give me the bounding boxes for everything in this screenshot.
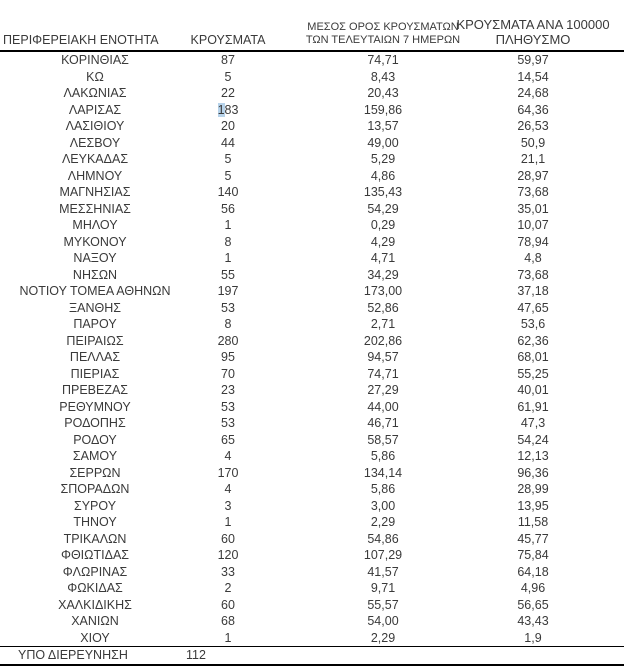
cases-cell: 56 (221, 201, 235, 216)
region-cell: ΛΑΣΙΘΙΟΥ (65, 119, 125, 134)
column-header-avg7-line2: ΤΩΝ ΤΕΛΕΥΤΑΙΩΝ 7 ΗΜΕΡΩΝ (305, 34, 461, 46)
cases-cell: 112 (186, 648, 206, 663)
region-cell: ΜΗΛΟΥ (72, 218, 118, 233)
region-cell: ΧΑΛΚΙΔΙΚΗΣ (58, 597, 132, 612)
region-cell: ΛΑΚΩΝΙΑΣ (63, 86, 127, 101)
table-row (0, 564, 624, 581)
region-cell: ΛΑΡΙΣΑΣ (68, 102, 122, 117)
cases-cell: 53 (221, 399, 235, 414)
row-filler (566, 366, 624, 383)
per100k-cell: 78,94 (517, 234, 549, 249)
row-filler (566, 399, 624, 416)
row-filler (566, 432, 624, 449)
region-cell: ΦΘΙΩΤΙΔΑΣ (60, 548, 130, 563)
region-cell: ΦΩΚΙΔΑΣ (67, 581, 123, 596)
column-header-per100k-line2: ΠΛΗΘΥΣΜΟ (495, 31, 571, 47)
avg7-cell: 2,29 (370, 630, 396, 645)
table-row (0, 366, 624, 383)
region-cell: ΜΑΓΝΗΣΙΑΣ (59, 185, 131, 200)
row-filler (566, 118, 624, 135)
avg7-cell: 5,86 (370, 482, 396, 497)
per100k-cell: 43,43 (517, 614, 549, 629)
cases-cell: 1 (224, 218, 232, 233)
cases-cell: 120 (217, 548, 239, 563)
cases-cell: 1 (224, 630, 232, 645)
column-header-per100k-line1: ΚΡΟΥΣΜΑΤΑ ΑΝΑ 100000 (456, 17, 610, 32)
per100k-cell: 28,99 (517, 482, 549, 497)
cases-cell: 22 (221, 86, 235, 101)
cases-cell: 170 (217, 465, 239, 480)
table-row (0, 481, 624, 498)
row-filler (566, 481, 624, 498)
per100k-cell: 73,68 (517, 267, 549, 282)
per100k-cell: 4,96 (520, 581, 546, 596)
per100k-cell: 45,77 (517, 531, 549, 546)
row-filler (566, 613, 624, 630)
region-cell: ΣΕΡΡΩΝ (69, 465, 121, 480)
column-header-region: ΠΕΡΙΦΕΡΕΙΑΚΗ ΕΝΟΤΗΤΑ (3, 33, 159, 47)
cases-cell: 68 (221, 614, 235, 629)
region-cell: ΚΟΡΙΝΘΙΑΣ (61, 53, 129, 68)
table-row (0, 234, 624, 251)
row-filler (566, 234, 624, 251)
avg7-cell: 44,00 (367, 399, 399, 414)
per100k-cell: 40,01 (517, 383, 549, 398)
table-row (0, 217, 624, 234)
region-cell: ΠΡΕΒΕΖΑΣ (61, 383, 129, 398)
avg7-cell: 74,71 (367, 53, 399, 68)
cases-cell: 33 (221, 564, 235, 579)
table-row (0, 514, 624, 531)
table-body (0, 52, 624, 666)
avg7-cell: 5,86 (370, 449, 396, 464)
cases-cell: 8 (224, 317, 232, 332)
per100k-cell: 4,8 (524, 251, 542, 266)
avg7-cell: 46,71 (367, 416, 399, 431)
avg7-cell: 54,86 (367, 531, 399, 546)
per100k-cell: 96,36 (517, 465, 549, 480)
table-row (0, 85, 624, 102)
per100k-cell: 75,84 (517, 548, 549, 563)
cases-cell: 197 (217, 284, 239, 299)
avg7-cell: 13,57 (367, 119, 399, 134)
row-filler (566, 217, 624, 234)
region-cell: ΡΟΔΟΥ (73, 432, 117, 447)
region-cell: ΞΑΝΘΗΣ (69, 300, 121, 315)
per100k-cell: 14,54 (517, 69, 549, 84)
per100k-cell: 26,53 (517, 119, 549, 134)
table-row (0, 448, 624, 465)
row-filler (566, 69, 624, 86)
table-row (0, 382, 624, 399)
region-cell: ΣΥΡΟΥ (73, 498, 117, 513)
per100k-cell: 56,65 (517, 597, 549, 612)
cases-cell: 65 (221, 432, 235, 447)
region-cell: ΧΑΝΙΩΝ (71, 614, 119, 629)
cases-cell: 60 (221, 597, 235, 612)
row-filler (566, 184, 624, 201)
region-cell: ΠΑΡΟΥ (73, 317, 117, 332)
cases-cell: 4 (224, 449, 232, 464)
cases-cell: 95 (221, 350, 235, 365)
table-row (0, 184, 624, 201)
avg7-cell: 2,29 (370, 515, 396, 530)
per100k-cell: 13,95 (517, 498, 549, 513)
row-filler (542, 647, 624, 664)
row-filler (566, 52, 624, 69)
avg7-cell: 9,71 (370, 581, 396, 596)
cases-cell: 8 (224, 234, 232, 249)
cases-cell: 3 (224, 498, 232, 513)
table-row (0, 316, 624, 333)
table-row (0, 250, 624, 267)
table-row (0, 399, 624, 416)
table-row (0, 531, 624, 548)
table-row (0, 333, 624, 350)
table-row (0, 283, 624, 300)
row-filler (566, 349, 624, 366)
avg7-cell: 55,57 (367, 597, 399, 612)
row-filler (566, 415, 624, 432)
table-row (0, 630, 624, 647)
table-row (0, 597, 624, 614)
cases-cell: 280 (217, 333, 239, 348)
region-cell: ΠΕΙΡΑΙΩΣ (66, 333, 124, 348)
region-cell: ΦΛΩΡΙΝΑΣ (62, 564, 128, 579)
row-filler (566, 580, 624, 597)
table-row (0, 135, 624, 152)
row-filler (566, 514, 624, 531)
table-row (0, 432, 624, 449)
avg7-cell: 74,71 (367, 366, 399, 381)
avg7-cell: 4,29 (370, 234, 396, 249)
cases-cell: 5 (224, 69, 232, 84)
avg7-cell: 134,14 (363, 465, 403, 480)
cases-cell: 23 (221, 383, 235, 398)
per100k-cell: 1,9 (524, 630, 542, 645)
per100k-cell: 64,18 (517, 564, 549, 579)
avg7-cell: 3,00 (370, 498, 396, 513)
per100k-cell: 47,65 (517, 300, 549, 315)
avg7-cell: 54,00 (367, 614, 399, 629)
per100k-cell: 53,6 (520, 317, 546, 332)
avg7-cell: 8,43 (370, 69, 396, 84)
cases-cell: 5 (224, 168, 232, 183)
row-filler (566, 448, 624, 465)
cases-cell: 5 (224, 152, 232, 167)
per100k-cell: 54,24 (517, 432, 549, 447)
table-row (0, 118, 624, 135)
avg7-cell: 173,00 (363, 284, 403, 299)
per100k-cell: 12,13 (517, 449, 549, 464)
per100k-cell: 61,91 (517, 399, 549, 414)
per100k-cell: 50,9 (520, 135, 546, 150)
avg7-cell: 5,29 (370, 152, 396, 167)
per100k-cell: 64,36 (517, 102, 549, 117)
row-filler (566, 300, 624, 317)
row-filler (566, 283, 624, 300)
row-filler (566, 465, 624, 482)
avg7-cell: 2,71 (370, 317, 396, 332)
per100k-cell: 73,68 (517, 185, 549, 200)
per100k-cell: 35,01 (517, 201, 549, 216)
avg7-cell: 27,29 (367, 383, 399, 398)
column-header-per100k (456, 17, 610, 50)
per100k-cell: 55,25 (517, 366, 549, 381)
avg7-cell: 49,00 (367, 135, 399, 150)
row-filler (566, 267, 624, 284)
row-filler (566, 382, 624, 399)
cases-cell: 44 (221, 135, 235, 150)
region-cell: ΥΠΟ ΔΙΕΡΕΥΝΗΣΗ (18, 648, 128, 663)
table-row (0, 580, 624, 597)
row-filler (566, 168, 624, 185)
per100k-cell: 10,07 (517, 218, 549, 233)
row-filler (566, 630, 624, 647)
row-filler (566, 85, 624, 102)
table-row (0, 69, 624, 86)
region-cell: ΜΕΣΣΗΝΙΑΣ (59, 201, 131, 216)
avg7-cell: 94,57 (367, 350, 399, 365)
avg7-cell: 4,86 (370, 168, 396, 183)
row-filler (566, 151, 624, 168)
cases-cell: 20 (221, 119, 235, 134)
avg7-cell: 58,57 (367, 432, 399, 447)
row-filler (566, 316, 624, 333)
region-cell: ΣΑΜΟΥ (72, 449, 118, 464)
row-filler (566, 333, 624, 350)
cases-cell: 1 (224, 251, 232, 266)
region-cell: ΠΙΕΡΙΑΣ (70, 366, 120, 381)
table-header-row (0, 13, 624, 52)
row-filler (566, 102, 624, 119)
selected-text: 1 (217, 102, 225, 117)
cases-cell: 55 (221, 267, 235, 282)
table-row (0, 547, 624, 564)
table-row (0, 52, 624, 69)
avg7-cell: 20,43 (367, 86, 399, 101)
per100k-cell: 28,97 (517, 168, 549, 183)
table-row (0, 498, 624, 515)
region-cell: ΠΕΛΛΑΣ (69, 350, 121, 365)
table-row (0, 349, 624, 366)
table-row (0, 415, 624, 432)
table-row (0, 465, 624, 482)
cases-cell: 60 (221, 531, 235, 546)
per100k-cell: 37,18 (517, 284, 549, 299)
per100k-cell: 47,3 (520, 416, 546, 431)
avg7-cell: 202,86 (363, 333, 403, 348)
cases-cell: 1 (224, 515, 232, 530)
region-cell: ΣΠΟΡΑΔΩΝ (60, 482, 130, 497)
region-cell: ΡΕΘΥΜΝΟΥ (59, 399, 131, 414)
per100k-cell: 11,58 (517, 515, 549, 530)
cases-cell: 2 (224, 581, 232, 596)
cases-cell: 87 (221, 53, 235, 68)
table-row (0, 613, 624, 630)
avg7-cell: 135,43 (363, 185, 403, 200)
avg7-cell: 41,57 (367, 564, 399, 579)
row-filler (566, 531, 624, 548)
region-cell: ΡΟΔΟΠΗΣ (64, 416, 126, 431)
avg7-cell: 52,86 (367, 300, 399, 315)
region-cell: ΝΗΣΩΝ (72, 267, 118, 282)
avg7-cell: 4,71 (370, 251, 396, 266)
column-header-avg7-line1: ΜΕΣΟΣ ΟΡΟΣ ΚΡΟΥΣΜΑΤΩΝ (307, 21, 459, 33)
row-filler (566, 564, 624, 581)
row-filler (566, 250, 624, 267)
row-filler (566, 201, 624, 218)
table-row (0, 168, 624, 185)
region-cell: ΝΑΞΟΥ (73, 251, 117, 266)
region-cell: ΤΡΙΚΑΛΩΝ (63, 531, 127, 546)
avg7-cell: 0,29 (370, 218, 396, 233)
cases-cell: 70 (221, 366, 235, 381)
avg7-cell: 54,29 (367, 201, 399, 216)
table-row (0, 267, 624, 284)
region-cell: ΜΥΚΟΝΟΥ (63, 234, 127, 249)
table-row (0, 102, 624, 119)
column-header-cases: ΚΡΟΥΣΜΑΤΑ (190, 33, 266, 47)
cases-cell: 4 (224, 482, 232, 497)
row-filler (566, 135, 624, 152)
per100k-cell: 59,97 (517, 53, 549, 68)
cases-cell: 53 (221, 300, 235, 315)
per100k-cell: 21,1 (520, 152, 546, 167)
cases-cell: 1 83 (217, 102, 239, 117)
table-row (0, 300, 624, 317)
avg7-cell: 107,29 (363, 548, 403, 563)
region-cell: ΛΕΣΒΟΥ (69, 135, 121, 150)
per100k-cell: 62,36 (517, 333, 549, 348)
row-filler (566, 498, 624, 515)
cases-cell: 53 (221, 416, 235, 431)
row-filler (566, 547, 624, 564)
region-cell: ΤΗΝΟΥ (73, 515, 117, 530)
avg7-cell: 34,29 (367, 267, 399, 282)
per100k-cell: 68,01 (517, 350, 549, 365)
region-cell: ΚΩ (86, 69, 104, 84)
avg7-cell (242, 647, 476, 664)
avg7-cell: 159,86 (363, 102, 403, 117)
row-filler (566, 597, 624, 614)
table-row (0, 151, 624, 168)
region-cell: ΧΙΟΥ (80, 630, 110, 645)
per100k-cell (476, 647, 542, 664)
table-row (0, 201, 624, 218)
cases-cell: 140 (217, 185, 239, 200)
region-cell: ΛΗΜΝΟΥ (67, 168, 123, 183)
region-cell: ΛΕΥΚΑΔΑΣ (61, 152, 129, 167)
table-row (0, 646, 624, 664)
region-cell: ΝΟΤΙΟΥ ΤΟΜΕΑ ΑΘΗΝΩΝ (19, 284, 171, 299)
per100k-cell: 24,68 (517, 86, 549, 101)
